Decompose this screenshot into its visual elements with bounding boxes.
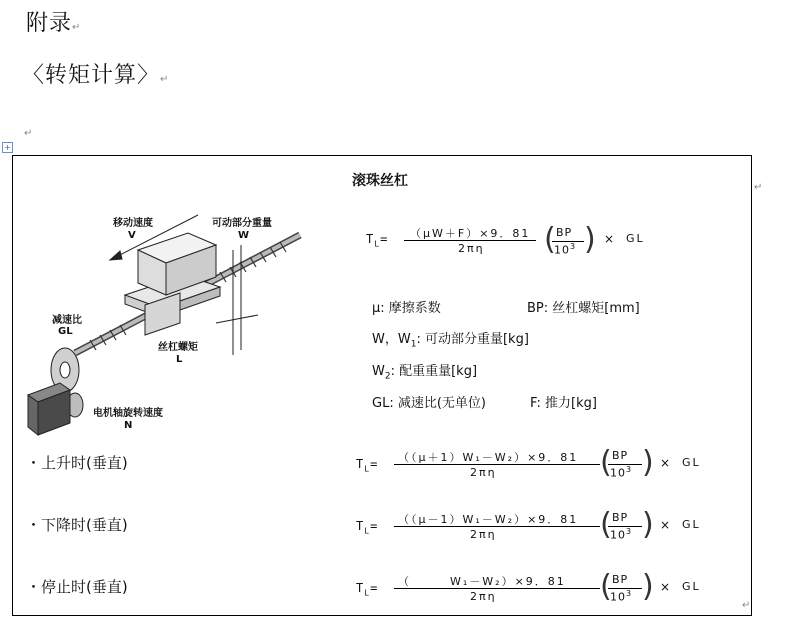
case-formula-lhs: $T_L=$ — [356, 519, 379, 536]
legend-w1: W，$W_1$: 可动部分重量[kg] — [372, 332, 529, 350]
label-speed-symbol: V — [128, 230, 136, 241]
main-times: × — [604, 232, 615, 246]
appendix-title: 附录↵ — [26, 11, 82, 36]
case-bp-left-paren: ( — [600, 507, 612, 542]
main-bp-right-paren: ) — [584, 222, 596, 257]
label-weight: 可动部分重量 — [212, 218, 272, 229]
case-times: × — [660, 580, 671, 594]
case-formula-lhs: $T_L=$ — [356, 581, 379, 598]
label-pitch-symbol: L — [176, 354, 183, 365]
case-label: ・上升时(垂直) — [26, 454, 128, 472]
figure-title: 滚珠丝杠 — [352, 173, 408, 189]
case-bp-left-paren: ( — [600, 569, 612, 604]
label-ratio: 减速比 — [52, 315, 82, 326]
main-formula-denominator: 2πη — [458, 242, 485, 255]
case-gl: GL — [682, 518, 701, 531]
main-formula-numerator: （μW＋F）×9．81 — [410, 227, 531, 240]
case-formula-numerator: （ W₁－W₂）×9．81 — [398, 575, 566, 588]
main-bp-denominator: $10^3$ — [554, 242, 577, 257]
label-motor: 电机轴旋转速度 — [93, 408, 163, 419]
move-anchor-icon[interactable]: + — [2, 142, 13, 153]
case-bp-left-paren: ( — [600, 445, 612, 480]
case-gl: GL — [682, 456, 701, 469]
case-bp-denominator: $10^3$ — [610, 465, 633, 480]
section-subtitle: 〈转矩计算〉↵ — [22, 63, 170, 88]
case-label: ・停止时(垂直) — [26, 578, 128, 596]
case-bp-numerator: BP — [612, 449, 629, 462]
case-formula-numerator: （（μ＋1）W₁－W₂）×9．81 — [398, 451, 579, 464]
case-times: × — [660, 456, 671, 470]
label-speed: 移动速度 — [113, 218, 153, 229]
legend-mu: μ: 摩擦系数 — [372, 301, 441, 316]
case-formula-denominator: 2πη — [470, 528, 497, 541]
case-bp-numerator: BP — [612, 573, 629, 586]
main-bp-left-paren: ( — [544, 222, 556, 257]
case-bp-right-paren: ) — [642, 569, 654, 604]
label-motor-symbol: N — [124, 420, 133, 431]
case-bp-denominator: $10^3$ — [610, 589, 633, 604]
case-formula-lhs: $T_L=$ — [356, 457, 379, 474]
legend-w2: $W_2$: 配重重量[kg] — [372, 364, 478, 382]
label-pitch: 丝杠螺矩 — [158, 342, 198, 353]
case-times: × — [660, 518, 671, 532]
main-gl: GL — [626, 232, 645, 245]
case-label: ・下降时(垂直) — [26, 516, 128, 534]
legend-bp: BP: 丝杠螺矩[mm] — [527, 301, 640, 316]
case-bp-denominator: $10^3$ — [610, 527, 633, 542]
legend-f: F: 推力[kg] — [530, 396, 597, 411]
main-formula-lhs: $T_L=$ — [366, 232, 389, 249]
main-formula-fraction-bar — [404, 240, 536, 241]
case-gl: GL — [682, 580, 701, 593]
label-weight-symbol: W — [238, 230, 250, 241]
case-bp-right-paren: ) — [642, 445, 654, 480]
paragraph-mark: ↵ — [24, 128, 33, 139]
legend-gl: GL: 减速比(无单位) — [372, 396, 486, 411]
main-bp-numerator: BP — [556, 226, 573, 239]
case-bp-numerator: BP — [612, 511, 629, 524]
case-formula-denominator: 2πη — [470, 466, 497, 479]
case-formula-fraction-bar — [394, 464, 600, 465]
paragraph-mark-bottom: ↵ — [742, 600, 751, 611]
paragraph-mark-right: ↵ — [754, 182, 763, 193]
label-ratio-symbol: GL — [58, 326, 73, 337]
case-formula-fraction-bar — [394, 588, 600, 589]
case-formula-denominator: 2πη — [470, 590, 497, 603]
case-formula-fraction-bar — [394, 526, 600, 527]
case-bp-right-paren: ) — [642, 507, 654, 542]
case-formula-numerator: （（μ－1）W₁－W₂）×9．81 — [398, 513, 579, 526]
